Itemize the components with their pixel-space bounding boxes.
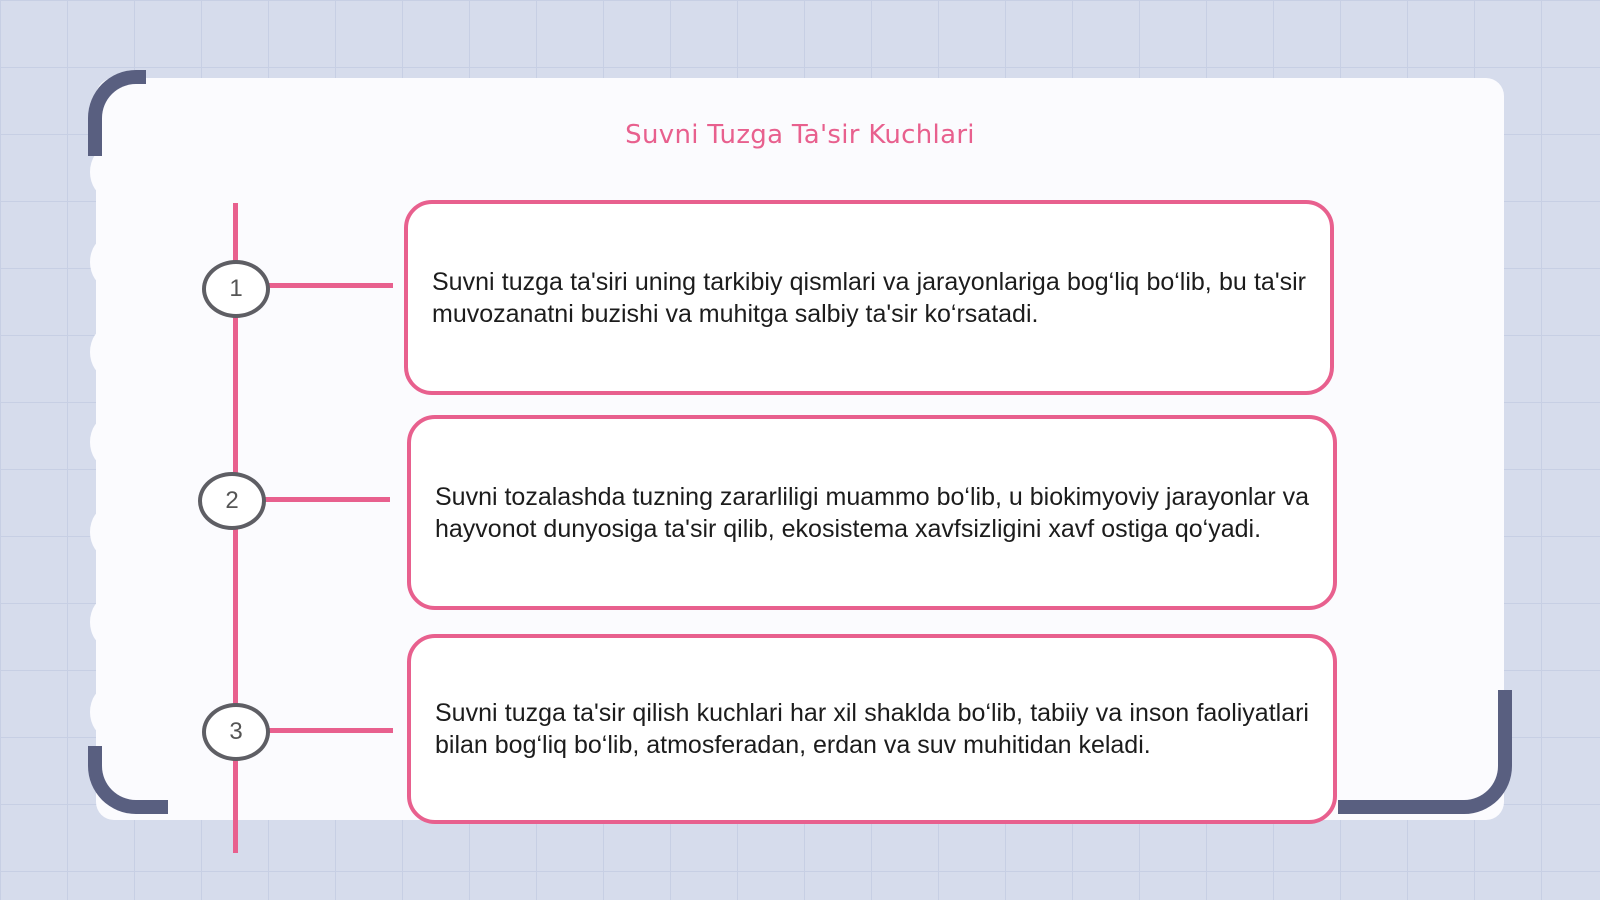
card-scallop [90, 418, 124, 466]
content-box-1 [404, 200, 1334, 395]
card-scallop [90, 688, 124, 736]
timeline-node-number: 1 [229, 275, 243, 302]
frame-corner-bottom-right [1338, 690, 1512, 814]
timeline-connector-2 [262, 497, 390, 502]
content-box-3 [407, 634, 1337, 824]
timeline-node-number: 2 [225, 487, 239, 514]
content-box-text: Suvni tuzga ta'sir qilish kuchlari har xil shaklda bo‘lib, tabiiy va inson faoliyatlari bilan bog‘liq bo‘lib, atmosferadan, erdan va suv muhitidan keladi. [435, 699, 1309, 759]
slide-title: Suvni Tuzga Ta'sir Kuchlari [625, 120, 975, 150]
card-scallop [90, 598, 124, 646]
timeline-connector-1 [265, 283, 393, 288]
content-box-2 [407, 415, 1337, 610]
timeline-node-3 [202, 703, 270, 761]
timeline-node-2 [198, 472, 266, 530]
timeline-node-number: 3 [229, 718, 243, 745]
timeline-connector-3 [265, 728, 393, 733]
content-box-text: Suvni tozalashda tuzning zararliligi muammo bo‘lib, u biokimyoviy jarayonlar va hayvonot dunyosiga ta'sir qilib, ekosistema xavfsizligini xavf ostiga qo‘yadi. [435, 482, 1310, 543]
content-box-text: Suvni tuzga ta'siri uning tarkibiy qismlari va jarayonlariga bog‘liq bo‘lib, bu ta'sir muvozanatni buzishi va muhitga salbiy ta'sir ko‘rsatadi. [432, 267, 1306, 328]
card-scallop [90, 508, 124, 556]
card-scallop [90, 328, 124, 376]
card-scallop [90, 238, 124, 286]
timeline-node-1 [202, 260, 270, 318]
